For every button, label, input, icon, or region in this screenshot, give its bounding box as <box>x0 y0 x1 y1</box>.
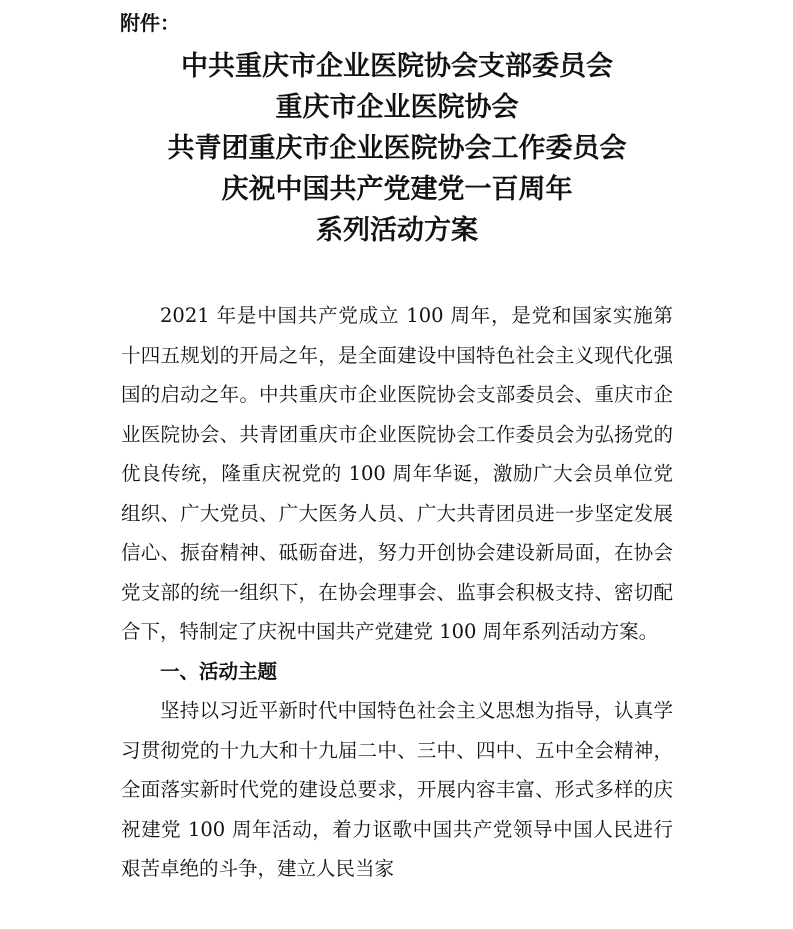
title-line-1: 中共重庆市企业医院协会支部委员会 <box>181 51 613 82</box>
attachment-label: 附件： <box>120 11 180 35</box>
title-line-4: 庆祝中国共产党建党一百周年 <box>221 174 573 205</box>
document-title <box>100 46 694 251</box>
intro-paragraph: 2021 年是中国共产党成立 100 周年，是党和国家实施第十四五规划的开局之年，是全面建设中国特色社会主义现代化强国的启动之年。中共重庆市企业医院协会支部委员会、重庆市企业医院协会、共青团重庆市企业医院协会工作委员会为弘扬党的优良传统，隆重庆祝党的 100 周年华诞，激励广大会员单位党组织、广大党员、广大医务人员、广大共青团员进一步坚定发展信心、振奋精神、砥砺奋进，努力开创协会建设新局面，在协会党支部的统一组织下，在协会理事会、监事会积极支持、密切配合下，特制定了庆祝中国共产党建党 100 周年系列活动方案。 <box>121 304 673 643</box>
document-body <box>121 296 673 889</box>
title-line-5: 系列活动方案 <box>316 215 478 246</box>
section-heading-activity-theme: 一、活动主题 <box>160 659 278 683</box>
activity-theme-paragraph: 坚持以习近平新时代中国特色社会主义思想为指导，认真学习贯彻党的十九大和十九届二中、三中、四中、五中全会精神，全面落实新时代党的建设总要求，开展内容丰富、形式多样的庆祝建党 100 周年活动，着力讴歌中国共产党领导中国人民进行艰苦卓绝的斗争，建立人民当家 <box>121 699 673 880</box>
title-line-3: 共青团重庆市企业医院协会工作委员会 <box>167 133 627 164</box>
title-line-2: 重庆市企业医院协会 <box>275 92 519 123</box>
